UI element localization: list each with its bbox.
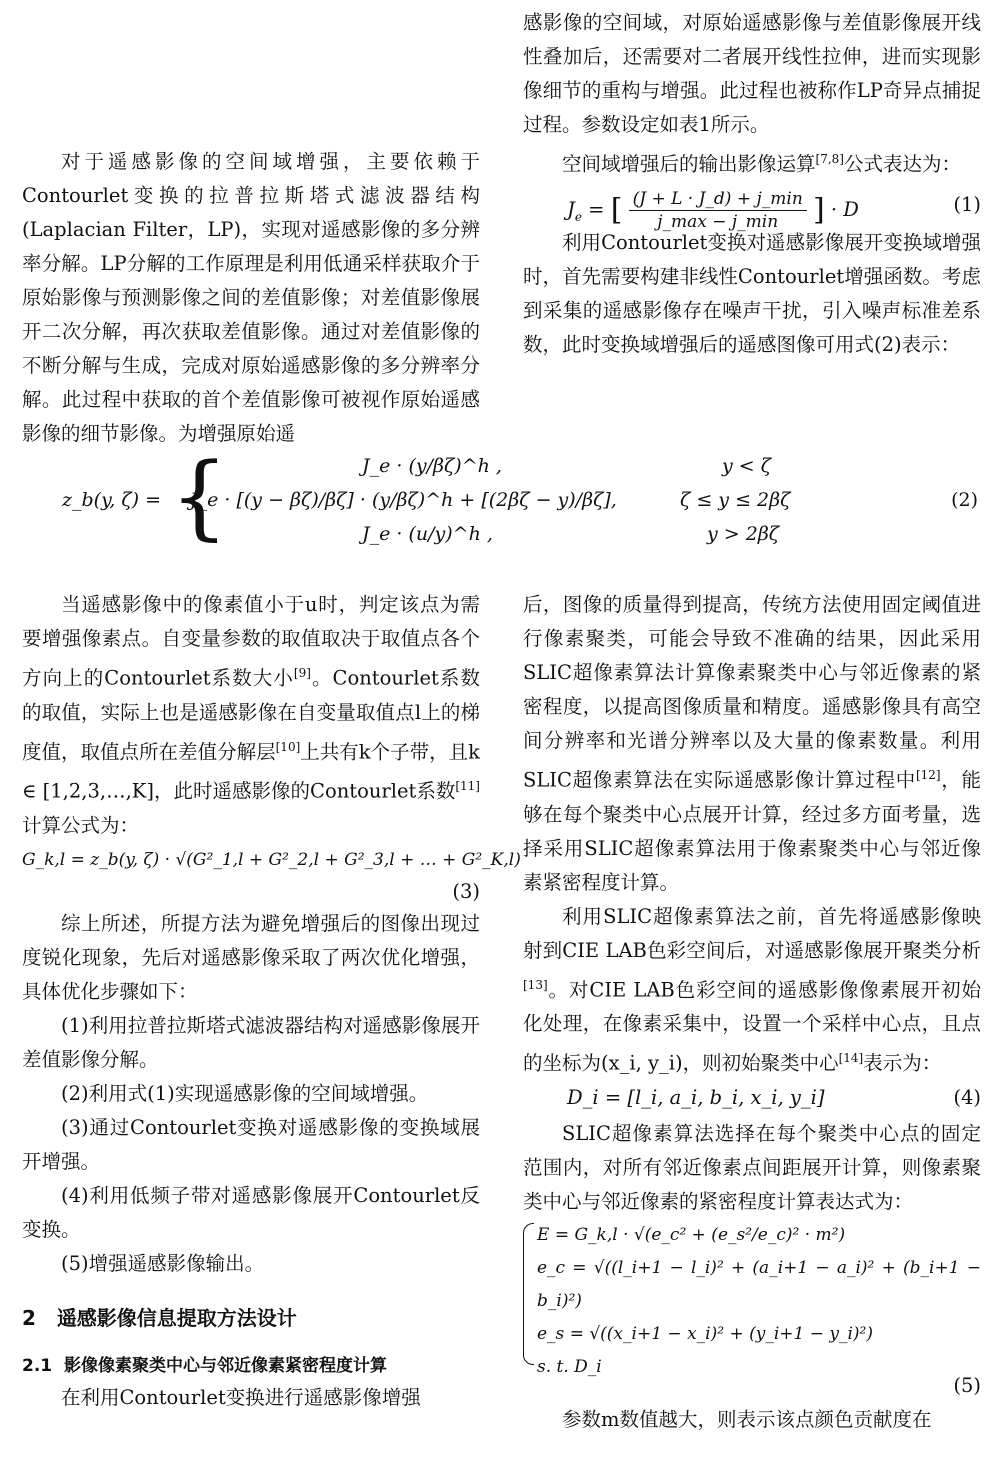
paragraph: 感影像的空间域，对原始遥感影像与差值影像展开线性叠加后，还需要对二者展开线性拉伸，进而实现影像细节的重构与增强。此过程也被称作LP奇异点捕捉过程。参数设定如表1所示。 xyxy=(523,11,981,136)
paragraph: 对于遥感影像的空间域增强，主要依赖于Contourlet变换的拉普拉斯塔式滤波器结构(Laplacian Filter，LP)，实现对遥感影像的多分辨率分解。LP分解的工作原理是利用低通采样获取介于原始影像与预测影像之间的差值影像；对差值影像展开二次分解，再次获取差值影像。通过对差值影像的不断分解与生成，完成对原始遥感影像的多分辨率分解。此过程中获取的首个差值影像可被视作原始遥感影像的细节影像。为增强原始遥 xyxy=(22,150,480,445)
equation-number: (4) xyxy=(953,1085,981,1109)
equation-number: (1) xyxy=(953,192,981,216)
list-item: (5)增强遥感影像输出。 xyxy=(61,1251,265,1275)
paragraph: 利用SLIC超像素算法之前，首先将遥感影像映射到CIE LAB色彩空间后，对遥感影像展开聚类分析[13]。对CIE LAB色彩空间的遥感影像像素展开初始化处理，在像素采集中，设置一个采样中心点，且点的坐标为(x_i, y_i)，则初始聚类中心[14]表示为： xyxy=(523,904,981,1075)
paragraph: 参数m数值越大，则表示该点颜色贡献度在 xyxy=(562,1407,932,1431)
left-column-bottom xyxy=(22,588,521,1415)
paragraph: 综上所述，所提方法为避免增强后的图像出现过度锐化现象，先后对遥感影像采取了两次优化增强，具体优化步骤如下： xyxy=(22,911,480,1003)
equation-number: (2) xyxy=(951,489,978,511)
equation-2: z_b(y, ζ) = { J_e · (y/βζ)^h , y < ζ J_e · [(y − βζ)/βζ] · (y/βζ)^h + [(2βζ − y)/βζ], ζ ≤ y ≤ 2βζ J_e · (u/y)^h , y > 2βζ (2) xyxy=(62,443,978,550)
left-column-top xyxy=(22,145,480,451)
paragraph: SLIC超像素算法选择在每个聚类中心点的固定范围内，对所有邻近像素点间距展开计算，则像素聚类中心与邻近像素的紧密程度计算表达式为： xyxy=(523,1121,981,1213)
right-column-bottom xyxy=(523,588,981,1437)
list-item: (2)利用式(1)实现遥感影像的空间域增强。 xyxy=(61,1081,429,1105)
paragraph: 当遥感影像中的像素值小于u时，判定该点为需要增强像素点。自变量参数的取值取决于取值点各个方向上的Contourlet系数大小[9]。Contourlet系数的取值，实际上也是遥感影像在自变量取值点l上的梯度值，取值点所在差值分解层[10]上共有k个子带，且k ∈ [1,2,3,…,K]，此时遥感影像的Contourlet系数[11]计算公式为： xyxy=(22,593,480,837)
list-item: (3)通过Contourlet变换对遥感影像的变换域展开增强。 xyxy=(22,1115,480,1173)
equation-number: (3) xyxy=(452,879,480,903)
equation-4: D_i = [l_i, a_i, b_i, x_i, y_i] (4) xyxy=(523,1081,981,1117)
list-item: (1)利用拉普拉斯塔式滤波器结构对遥感影像展开差值影像分解。 xyxy=(22,1013,480,1071)
paragraph: 利用Contourlet变换对遥感影像展开变换域增强时，首先需要构建非线性Contourlet增强函数。考虑到采集的遥感影像存在噪声干扰，引入噪声标准差系数，此时变换域增强后的遥感图像可用式(2)表示： xyxy=(523,230,981,356)
paragraph: 在利用Contourlet变换进行遥感影像增强 xyxy=(61,1385,421,1409)
equation-5: E = G_k,l · √(e_c² + (e_s²/e_c)² · m²) e_c = √((l_i+1 − l_i)² + (a_i+1 − a_i)² + (b_i+1 − b_i)²) e_s = √((x_i+1 − x_i)² + (y_i+1 − y_i)²) s. t. D_i xyxy=(523,1219,981,1369)
paragraph: 后，图像的质量得到提高，传统方法使用固定阈值进行像素聚类，可能会导致不准确的结果，因此采用SLIC超像素算法计算像素聚类中心与邻近像素的紧密程度，以提高图像质量和精度。遥感影像具有高空间分辨率和光谱分辨率以及大量的像素数量。利用SLIC超像素算法在实际遥感影像计算过程中[12]，能够在每个聚类中心点展开计算，经过多方面考量，选择采用SLIC超像素算法用于像素聚类中心与邻近像素紧密程度计算。 xyxy=(523,593,981,894)
right-column-top xyxy=(523,6,981,362)
paragraph: 空间域增强后的输出影像运算[7,8]公式表达为： xyxy=(562,152,961,176)
equation-1: $J_e$ = [ $\frac{(J + L \cdot J\_d) + j\_\min}{j\_\max - j\_\min}$ ] · D (1) xyxy=(567,188,981,232)
equation-3: G_k,l = z_b(y, ζ) · √(G²_1,l + G²_2,l + G²_3,l + … + G²_K,l) xyxy=(22,849,521,870)
equation-number: (5) xyxy=(953,1373,981,1397)
citation: [7,8] xyxy=(815,152,844,166)
section-heading: 2 遥感影像信息提取方法设计 xyxy=(22,1305,297,1330)
list-item: (4)利用低频子带对遥感影像展开Contourlet反变换。 xyxy=(22,1183,480,1241)
subsection-heading: 2.1 影像像素聚类中心与邻近像素紧密程度计算 xyxy=(22,1355,387,1376)
